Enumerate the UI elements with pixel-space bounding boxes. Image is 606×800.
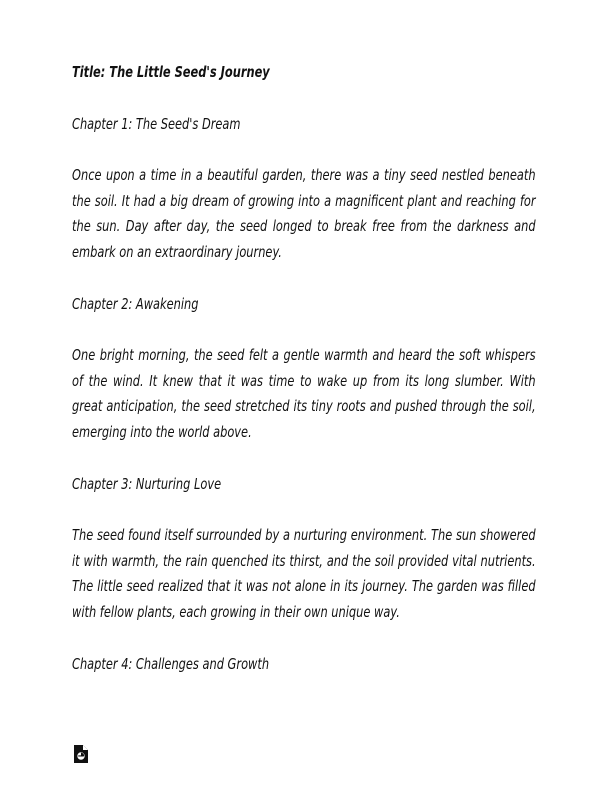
chapter-1-heading: Chapter 1: The Seed's Dream (72, 115, 241, 133)
chapter-2-heading: Chapter 2: Awakening (72, 295, 199, 313)
chapter-2-paragraph: One bright morning, the seed felt a gentle warmth and heard the soft whispers of the wind. It knew that it was time to wake up from its long slumber. With great anticipation, the seed stretched its tiny roots and pushed through the soil, emerging into the world above. (72, 346, 536, 441)
document-title: Title: The Little Seed's Journey (72, 63, 270, 81)
chapter-4-heading: Chapter 4: Challenges and Growth (72, 655, 270, 673)
chapter-3-paragraph: The seed found itself surrounded by a nurturing environment. The sun showered it with warmth, the rain quenched its thirst, and the soil provided vital nutrients. The little seed realized that it was not alone in its journey. The garden was filled with fellow plants, each growing in their own unique way. (72, 526, 536, 621)
chapter-3-heading: Chapter 3: Nurturing Love (72, 475, 222, 493)
chapter-1-paragraph: Once upon a time in a beautiful garden, there was a tiny seed nestled beneath the soil. It had a big dream of growing into a magnificent plant and reaching for the sun. Day after day, the seed longed to break free from the darkness and embark on an extraordinary journey. (72, 166, 536, 261)
document-content (72, 60, 536, 703)
document-logo-icon (74, 745, 88, 763)
